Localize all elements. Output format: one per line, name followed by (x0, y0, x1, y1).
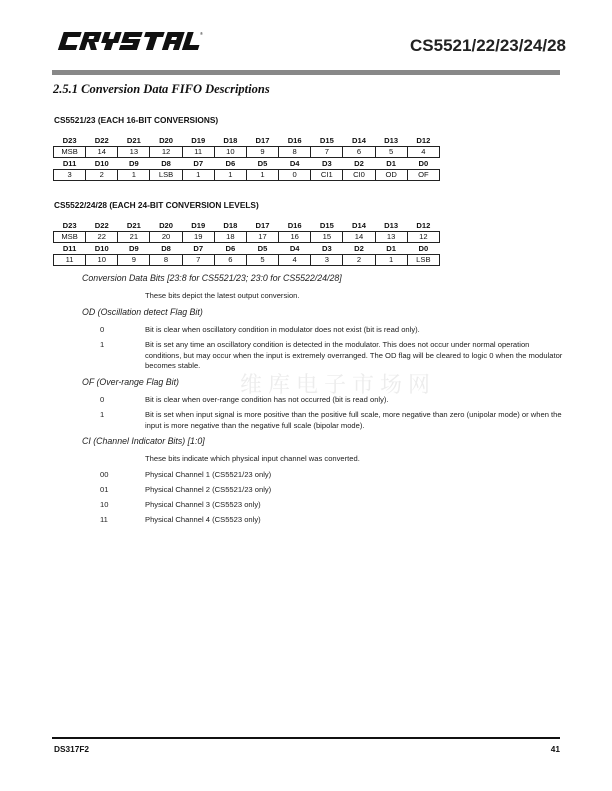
bit-header-cell: D19 (191, 221, 206, 230)
bit-header-row (54, 158, 440, 170)
bit-header-cell: D7 (193, 159, 204, 168)
ci-text-00: Physical Channel 1 (CS5521/23 only) (145, 470, 272, 479)
bit-value-cell: 1 (375, 255, 407, 266)
bit-header-cell: D7 (193, 244, 204, 253)
bit-value-cell: 19 (182, 232, 214, 243)
bit-header-cell: D15 (319, 221, 334, 230)
bit-header-cell: D5 (257, 159, 268, 168)
bit-value-cell: 11 (54, 255, 86, 266)
od-text-0: Bit is clear when oscillatory condition in modulator does not exist (bit is read only). (145, 325, 420, 334)
bit-value-cell: 10 (214, 147, 246, 158)
ci-heading: CI (Channel Indicator Bits) [1:0] (82, 436, 205, 446)
bit-value-cell: 7 (311, 147, 343, 158)
bit-value-row (54, 170, 440, 181)
ci-code-01: 01 (100, 485, 109, 494)
bit-value-cell: 21 (118, 232, 150, 243)
bit-value-cell: 15 (311, 232, 343, 243)
bit-value-cell: 2 (343, 255, 375, 266)
bit-value-cell: 9 (118, 255, 150, 266)
bit-header-cell: D13 (384, 136, 399, 145)
bit-value-cell: 3 (54, 170, 86, 181)
bit-header-cell: D16 (287, 221, 302, 230)
bit-header-cell: D8 (161, 244, 171, 253)
bit-table-16bit (53, 135, 440, 181)
bit-header-cell: D11 (62, 244, 77, 253)
bit-value-cell: 1 (182, 170, 214, 181)
ci-code-11: 11 (100, 515, 108, 524)
bit-value-row (54, 232, 440, 243)
bit-value-cell: 13 (118, 147, 150, 158)
od-heading: OD (Oscillation detect Flag Bit) (82, 307, 203, 317)
bit-header-cell: D1 (386, 159, 396, 168)
od-text-1: Bit is set any time an oscillatory condition is detected in the modulator. This does not occur under normal operation conditions, but may occur when the input is extremely overranged. The OD flag will be cleared to logic 0 when the modulator becomes stable. (145, 340, 563, 371)
bit-value-cell: 1 (118, 170, 150, 181)
bit-value-cell: 20 (150, 232, 182, 243)
bit-value-cell: 1 (246, 170, 278, 181)
bit-value-cell: 1 (214, 170, 246, 181)
bit-value-cell: 9 (246, 147, 278, 158)
bit-header-cell: D10 (94, 159, 109, 168)
ci-code-10: 10 (100, 500, 109, 509)
bit-header-cell: D22 (94, 221, 109, 230)
of-text-1: Bit is set when input signal is more positive than the positive full scale, more negative than zero (unipolar mode) or when the input is more negative than the negative full scale (bipolar mode). (145, 410, 562, 430)
table-title-16bit: CS5521/23 (EACH 16-BIT CONVERSIONS) (54, 115, 219, 125)
bit-value-cell: 14 (343, 232, 375, 243)
doc-id: DS317F2 (54, 744, 90, 754)
of-text-0: Bit is clear when over-range condition has not occurred (bit is read only). (145, 395, 389, 404)
part-number: CS5521/22/23/24/28 (410, 36, 566, 55)
bit-header-cell: D0 (418, 244, 429, 253)
bit-value-cell: 2 (86, 170, 118, 181)
bit-value-cell: OF (407, 170, 439, 181)
ci-text-01: Physical Channel 2 (CS5521/23 only) (145, 485, 272, 494)
bit-header-cell: D6 (225, 244, 236, 253)
bit-value-cell: 8 (279, 147, 311, 158)
of-code-0: 0 (100, 395, 105, 404)
bit-header-cell: D9 (129, 244, 139, 253)
bit-value-cell: 0 (279, 170, 311, 181)
bit-header-row (54, 243, 440, 255)
bit-table-24bit (53, 220, 440, 266)
bit-value-cell: 11 (182, 147, 214, 158)
bit-header-row (54, 135, 440, 147)
svg-text:®: ® (200, 31, 203, 36)
bit-header-cell: D0 (418, 159, 429, 168)
bit-header-cell: D4 (289, 244, 300, 253)
bit-header-cell: D17 (255, 136, 270, 145)
bit-value-cell: CI0 (343, 170, 375, 181)
od-code-1: 1 (100, 340, 105, 349)
bit-header-cell: D5 (257, 244, 268, 253)
bit-header-cell: D21 (126, 136, 141, 145)
bit-value-cell: OD (375, 170, 407, 181)
bit-header-cell: D1 (386, 244, 396, 253)
bit-value-cell: 12 (150, 147, 182, 158)
bit-value-cell: 6 (214, 255, 246, 266)
bit-value-cell: 10 (86, 255, 118, 266)
bit-value-cell: MSB (54, 147, 86, 158)
conversion-bits-heading: Conversion Data Bits [23:8 for CS5521/23; 23:0 for CS5522/24/28] (82, 273, 342, 283)
bit-value-cell: 7 (182, 255, 214, 266)
bit-value-row (54, 147, 440, 158)
bit-value-cell: CI1 (311, 170, 343, 181)
bit-value-cell: 4 (407, 147, 439, 158)
bit-value-cell: MSB (54, 232, 86, 243)
bit-value-cell: 22 (86, 232, 118, 243)
bit-header-cell: D15 (319, 136, 334, 145)
bit-header-cell: D20 (159, 221, 174, 230)
ci-text-11: Physical Channel 4 (CS5523 only) (145, 515, 261, 524)
bit-header-cell: D12 (416, 221, 431, 230)
bit-header-cell: D20 (159, 136, 174, 145)
bit-header-cell: D4 (289, 159, 300, 168)
bit-value-cell: 6 (343, 147, 375, 158)
bit-value-row (54, 255, 440, 266)
bit-header-cell: D3 (321, 244, 332, 253)
of-heading: OF (Over-range Flag Bit) (82, 377, 179, 387)
section-title: 2.5.1 Conversion Data FIFO Descriptions (53, 82, 270, 96)
bit-header-cell: D18 (223, 136, 238, 145)
bit-value-cell: 13 (375, 232, 407, 243)
bit-value-cell: 14 (86, 147, 118, 158)
ci-text: These bits indicate which physical input channel was converted. (145, 454, 360, 463)
bit-header-row (54, 220, 440, 232)
of-code-1: 1 (100, 410, 105, 419)
bit-header-cell: D11 (62, 159, 77, 168)
ci-text-10: Physical Channel 3 (CS5523 only) (145, 500, 261, 509)
bit-value-cell: 4 (279, 255, 311, 266)
bit-header-cell: D6 (225, 159, 236, 168)
ci-code-00: 00 (100, 470, 109, 479)
footer-divider (52, 737, 560, 739)
watermark: 维库电子市场网 (240, 373, 437, 398)
bit-header-cell: D22 (94, 136, 109, 145)
bit-header-cell: D14 (352, 221, 366, 230)
bit-header-cell: D17 (255, 221, 270, 230)
bit-header-cell: D16 (287, 136, 302, 145)
table-title-24bit: CS5522/24/28 (EACH 24-BIT CONVERSION LEVELS) (54, 200, 259, 210)
od-code-0: 0 (100, 325, 105, 334)
bit-header-cell: D14 (352, 136, 366, 145)
page-number: 41 (550, 744, 560, 754)
bit-value-cell: 3 (311, 255, 343, 266)
crystal-logo (55, 28, 205, 54)
bit-header-cell: D18 (223, 221, 238, 230)
bit-value-cell: 12 (407, 232, 439, 243)
bit-value-cell: 5 (375, 147, 407, 158)
bit-value-cell: LSB (407, 255, 439, 266)
bit-header-cell: D8 (161, 159, 171, 168)
bit-header-cell: D3 (321, 159, 332, 168)
bit-value-cell: LSB (150, 170, 182, 181)
bit-header-cell: D23 (62, 221, 77, 230)
bit-header-cell: D9 (129, 159, 139, 168)
header-divider (52, 70, 560, 75)
conversion-bits-text: These bits depict the latest output conversion. (145, 291, 300, 300)
bit-header-cell: D12 (416, 136, 431, 145)
bit-value-cell: 16 (279, 232, 311, 243)
bit-header-cell: D10 (94, 244, 109, 253)
bit-header-cell: D21 (126, 221, 141, 230)
bit-header-cell: D2 (354, 244, 364, 253)
bit-header-cell: D13 (384, 221, 399, 230)
bit-value-cell: 17 (246, 232, 278, 243)
bit-value-cell: 8 (150, 255, 182, 266)
bit-value-cell: 18 (214, 232, 246, 243)
bit-header-cell: D19 (191, 136, 206, 145)
bit-header-cell: D23 (62, 136, 77, 145)
bit-header-cell: D2 (354, 159, 364, 168)
bit-value-cell: 5 (246, 255, 278, 266)
